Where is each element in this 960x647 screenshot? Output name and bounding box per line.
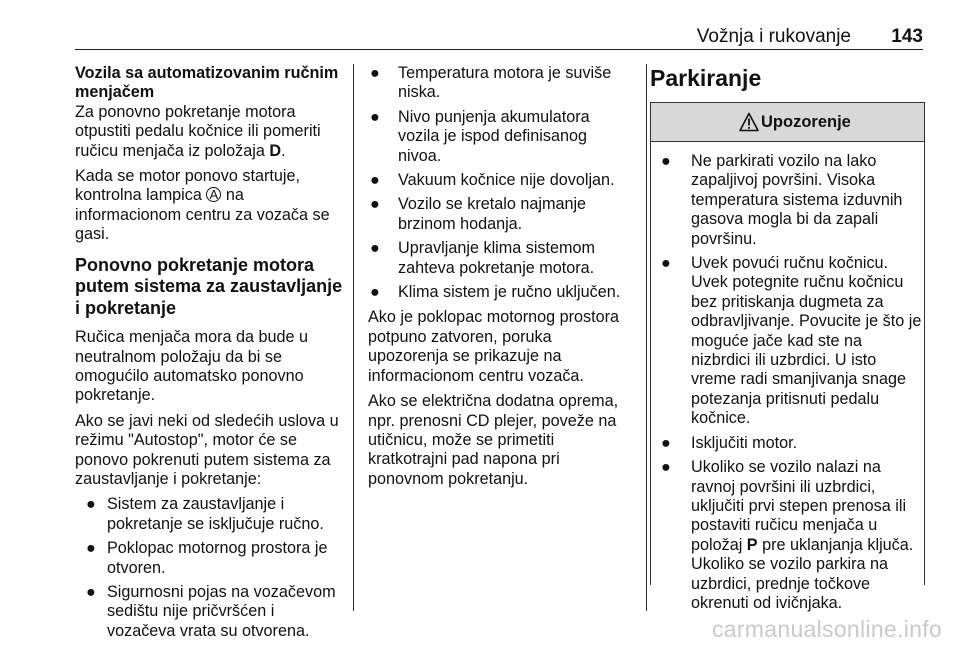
bullet-icon: ● bbox=[370, 239, 380, 258]
list-item-text: Ukoliko se vozilo nalazi na ravnoj površini ili uzbrdici, uključiti prvi stepen prenosa ili postaviti ručicu menjača u položaj bbox=[691, 458, 907, 554]
list-item-text: Nivo punjenja akumulatora vozila je ispod definisanog nivoa. bbox=[398, 107, 590, 165]
list-item-text: Temperatura motora je suviše niska. bbox=[398, 64, 612, 102]
column-divider bbox=[353, 64, 354, 611]
list-item-text: Ne parkirati vozilo na lako zapaljivoj površini. Visoka temperatura sistema izduvnih gasova mogla bi da zapali površinu. bbox=[691, 152, 903, 248]
list-item-text: Upravljanje klima sistemom zahteva pokretanje motora. bbox=[398, 239, 596, 277]
paragraph-end: . bbox=[281, 141, 286, 160]
paragraph-text: Za ponovno pokretanje motora otpustiti pedalu kočnice ili pomeriti ručicu menjača iz položaja bbox=[75, 102, 321, 160]
bullet-icon: ● bbox=[370, 283, 380, 302]
bullet-icon: ● bbox=[86, 583, 96, 602]
paragraph: Ako je poklopac motornog prostora potpuno zatvoren, poruka upozorenja se prikazuje na informacionom centru vozača. bbox=[368, 308, 620, 385]
list-item bbox=[651, 434, 924, 453]
list-item bbox=[368, 195, 634, 234]
column-1 bbox=[75, 64, 345, 647]
subheading-line-1: Vozila sa automatizovanim ručnim bbox=[75, 64, 339, 82]
bullet-icon: ● bbox=[661, 152, 671, 170]
bullet-icon: ● bbox=[86, 495, 96, 514]
autostop-lamp-icon: A bbox=[206, 187, 221, 202]
column-divider bbox=[646, 64, 647, 611]
paragraph-text: Kada se motor ponovo startuje, kontrolna lampica bbox=[75, 167, 300, 205]
warning-header bbox=[651, 103, 924, 142]
warning-triangle-icon bbox=[739, 112, 759, 132]
list-item-text: Sistem za zaustavljanje i pokretanje se isključuje ručno. bbox=[107, 495, 324, 533]
page-header bbox=[75, 22, 923, 48]
bullet-list bbox=[368, 64, 634, 302]
bullet-icon: ● bbox=[370, 64, 380, 82]
list-item bbox=[651, 152, 924, 249]
list-item bbox=[651, 254, 924, 429]
column-3 bbox=[650, 64, 925, 612]
section-title: Vožnja i rukovanje bbox=[696, 26, 851, 47]
warning-body bbox=[651, 142, 924, 613]
column-2 bbox=[368, 64, 634, 495]
list-item bbox=[368, 283, 634, 302]
list-item bbox=[651, 458, 924, 613]
list-item-text: Poklopac motornog prostora je otvoren. bbox=[107, 539, 328, 577]
list-item bbox=[368, 239, 634, 278]
bullet-icon: ● bbox=[661, 458, 671, 477]
list-item bbox=[368, 64, 634, 103]
list-item-text: pre uklanjanja ključa. Ukoliko se vozilo parkira na uzbrdici, prednje točkove okrenuti od ivičnjaka. bbox=[691, 535, 914, 612]
list-item bbox=[368, 108, 634, 166]
list-item bbox=[75, 539, 345, 578]
section-heading: Parkiranje bbox=[650, 65, 762, 91]
watermark: carmanualsonline.info bbox=[711, 616, 942, 642]
list-item-text: Vozilo se kretalo najmanje brzinom hodanja. bbox=[398, 195, 587, 233]
list-item-text: Isključiti motor. bbox=[691, 433, 798, 452]
list-item-text: Vakuum kočnice nije dovoljan. bbox=[398, 171, 615, 190]
gear-position-p: P bbox=[746, 535, 758, 554]
list-item-text: Sigurnosni pojas na vozačevom sedištu nije pričvršćen i vozačeva vrata su otvorena. bbox=[107, 583, 336, 640]
list-item bbox=[75, 495, 345, 534]
footer bbox=[0, 612, 960, 642]
subheading-line-2: menjačem bbox=[75, 83, 155, 102]
paragraph bbox=[75, 167, 345, 245]
bullet-icon: ● bbox=[370, 195, 380, 214]
warning-title: Upozorenje bbox=[761, 113, 851, 131]
list-item bbox=[368, 171, 634, 190]
bullet-list bbox=[651, 152, 924, 613]
bullet-icon: ● bbox=[370, 171, 380, 190]
warning-box bbox=[650, 102, 925, 612]
gear-position-d: D bbox=[269, 141, 282, 160]
paragraph: Ako se javi neki od sledećih uslova u režimu "Autostop", motor će se ponovo pokrenuti putem sistema za zaustavljanje i pokretanje: bbox=[75, 411, 339, 488]
paragraph bbox=[75, 103, 345, 161]
bullet-icon: ● bbox=[661, 433, 671, 452]
paragraph: Ručica menjača mora da bude u neutralnom položaju da bi se omogućilo automatsko ponovno pokretanje. bbox=[75, 328, 309, 405]
subheading bbox=[75, 64, 345, 103]
list-item-text: Klima sistem je ručno uključen. bbox=[398, 283, 621, 302]
bullet-icon: ● bbox=[86, 539, 96, 558]
bullet-icon: ● bbox=[661, 254, 671, 273]
list-item-text: Uvek povući ručnu kočnicu. Uvek potegnite ručnu kočnicu bez pritiskanja dugmeta za odbravljivanje. Povucite je što je moguće jače kad ste na nizbrdici ili uzbrdici. U isto vreme radi smanjivanja snage potezanja pritisnuti pedalu kočnice. bbox=[691, 254, 922, 428]
section-heading: Ponovno pokretanje motora putem sistema za zaustavljanje i pokretanje bbox=[75, 254, 343, 318]
page-number: 143 bbox=[891, 26, 923, 47]
bullet-icon: ● bbox=[370, 107, 380, 126]
paragraph: Ako se električna dodatna oprema, npr. prenosni CD plejer, poveže na utičnicu, može se primetiti kratkotrajni pad napona pri ponovnom pokretanju. bbox=[368, 392, 619, 488]
header-rule bbox=[75, 49, 923, 50]
paragraph-text: na informacionom centru za vozača se gasi. bbox=[75, 186, 330, 244]
